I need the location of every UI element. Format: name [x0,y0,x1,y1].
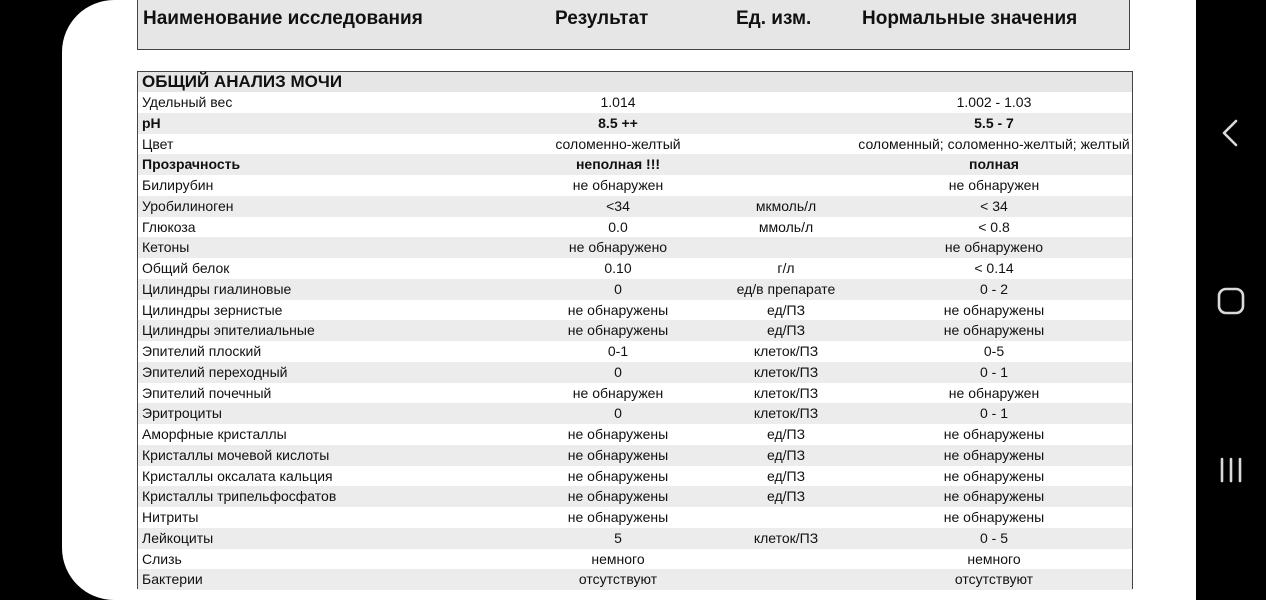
cell-result: не обнаружены [567,467,669,484]
cell-name: Эпителий почечный [142,384,272,401]
cell-unit: клеток/ПЗ [753,405,819,422]
cell-name: Цвет [142,135,174,152]
table-row [138,217,1132,238]
cell-result: не обнаружены [567,488,669,505]
cell-result: 0 [614,363,622,380]
cell-result: не обнаружен [572,177,664,193]
table-header [137,0,1130,50]
cell-norm: 0 - 1 [979,405,1009,422]
table-row [138,237,1132,258]
cell-result: не обнаружены [567,446,669,463]
cell-unit: г/л [777,260,795,276]
cell-name: Аморфные кристаллы [142,426,287,442]
cell-name: Кристаллы мочевой кислоты [142,446,330,463]
cell-result: отсутствуют [578,571,658,588]
results-table [137,71,1133,589]
table-row [138,258,1132,279]
table-row [138,134,1132,155]
cell-name: Нитриты [142,509,199,525]
table-row [138,528,1132,549]
document-viewer[interactable] [62,0,1196,600]
cell-name: Бактерии [142,571,203,588]
table-row [138,154,1132,175]
cell-result: <34 [606,197,630,214]
table-row [138,445,1132,466]
cell-unit: клеток/ПЗ [753,384,819,401]
cell-name: Кетоны [142,239,190,256]
cell-norm: 0 - 1 [979,363,1009,380]
cell-result: не обнаружены [567,301,669,318]
cell-result: 5 [614,529,622,546]
cell-norm: не обнаружены [943,446,1045,463]
section-title: ОБЩИЙ АНАЛИЗ МОЧИ [138,72,1132,92]
cell-result: не обнаружены [567,509,669,525]
rounded-square-icon [1216,286,1246,316]
table-row [138,486,1132,507]
cell-result: соломенно-желтый [555,135,681,152]
cell-unit: клеток/ПЗ [753,343,819,359]
cell-name: Лейкоциты [142,529,214,546]
cell-norm: 0-5 [983,343,1005,359]
chevron-left-icon [1219,118,1243,148]
cell-result: 0-1 [607,343,629,359]
cell-result: 0.0 [608,218,628,235]
cell-unit: мкмоль/л [755,197,817,214]
cell-norm: не обнаружены [943,301,1045,318]
table-row [138,196,1132,217]
cell-result: не обнаружены [567,322,669,339]
cell-unit: ед/ПЗ [766,488,806,505]
cell-name: Глюкоза [142,218,196,235]
cell-result: 0.10 [604,260,632,276]
cell-name: Цилиндры эпителиальные [142,322,315,339]
table-row [138,92,1132,113]
results-rows [138,92,1132,590]
cell-norm: соломенный; соломенно-желтый; желтый [858,135,1130,152]
cell-name: Цилиндры зернистые [142,301,283,318]
cell-norm: полная [969,156,1019,173]
cell-norm: < 0.8 [978,218,1010,235]
cell-norm: не обнаружены [943,488,1045,505]
cell-norm: 1.002 - 1.03 [956,94,1032,110]
table-row [138,569,1132,590]
cell-name: pH [142,114,161,131]
cell-result: не обнаружено [568,239,668,256]
cell-unit: ед/ПЗ [766,467,806,484]
cell-result: не обнаружены [567,426,669,442]
cell-result: неполная !!! [575,156,661,173]
cell-unit: ед/ПЗ [766,446,806,463]
table-row [138,507,1132,528]
cell-norm: отсутствуют [954,571,1034,588]
cell-result: не обнаружен [572,384,664,401]
back-button[interactable] [1196,103,1266,163]
header-result: Результат [555,8,649,29]
table-row [138,403,1132,424]
cell-name: Уробилиноген [142,197,234,214]
cell-norm: немного [967,550,1021,567]
cell-unit: ммоль/л [758,218,814,235]
cell-norm: не обнаружен [948,384,1040,401]
cell-name: Билирубин [142,177,214,193]
cell-norm: < 0.14 [974,260,1014,276]
table-row [138,300,1132,321]
android-nav-bar [1196,0,1266,600]
table-row [138,549,1132,570]
recent-apps-button[interactable] [1196,440,1266,500]
table-row [138,466,1132,487]
cell-norm: не обнаружено [944,239,1044,256]
cell-result: 0 [614,280,622,297]
cell-norm: 5.5 - 7 [974,114,1014,131]
home-button[interactable] [1196,271,1266,331]
cell-unit: ед/ПЗ [766,301,806,318]
cell-name: Эпителий плоский [142,343,262,359]
cell-unit: ед/в препарате [736,280,836,297]
header-unit: Ед. изм. [736,8,812,29]
cell-result: 1.014 [600,94,636,110]
cell-name: Слизь [142,550,182,567]
cell-name: Эпителий переходный [142,363,288,380]
cell-norm: 0 - 2 [979,280,1009,297]
cell-name: Цилиндры гиалиновые [142,280,292,297]
cell-unit: клеток/ПЗ [753,363,819,380]
cell-norm: не обнаружены [943,322,1045,339]
cell-unit: клеток/ПЗ [753,529,819,546]
cell-norm: не обнаружены [943,467,1045,484]
cell-norm: не обнаружены [943,426,1045,442]
table-row [138,341,1132,362]
cell-result: 8.5 ++ [598,114,638,131]
table-row [138,113,1132,134]
header-norm: Нормальные значения [862,8,1078,29]
table-row [138,383,1132,404]
three-bars-icon [1217,456,1245,484]
cell-result: немного [591,550,645,567]
cell-name: Общий белок [142,260,230,276]
cell-unit: ед/ПЗ [766,426,806,442]
table-row [138,320,1132,341]
table-row [138,279,1132,300]
table-row [138,175,1132,196]
header-name: Наименование исследования [143,8,423,29]
cell-name: Кристаллы оксалата кальция [142,467,333,484]
cell-unit: ед/ПЗ [766,322,806,339]
cell-name: Эритроциты [142,405,222,422]
table-row [138,362,1132,383]
cell-norm: не обнаружены [943,509,1045,525]
cell-name: Кристаллы трипельфосфатов [142,488,337,505]
cell-norm: < 34 [980,197,1008,214]
cell-name: Прозрачность [142,156,241,173]
cell-norm: 0 - 5 [979,529,1009,546]
cell-norm: не обнаружен [948,177,1040,193]
cell-name: Удельный вес [142,94,233,110]
cell-result: 0 [614,405,622,422]
table-row [138,424,1132,445]
